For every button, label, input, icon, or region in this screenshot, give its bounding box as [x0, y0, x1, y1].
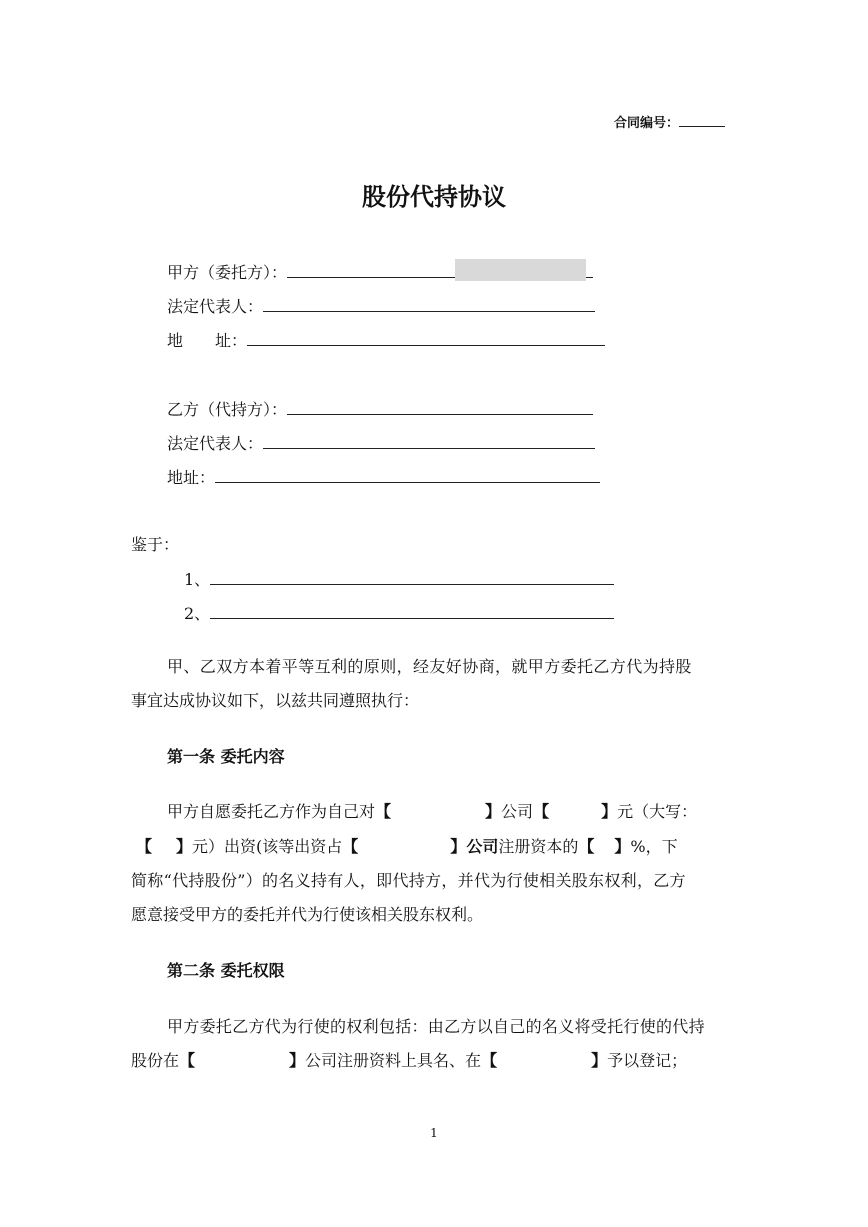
whereas-item-1-blank [210, 569, 614, 585]
party-a-addr-label: 地 址： [167, 331, 248, 350]
party-a-addr-blank [247, 330, 605, 346]
bracket-open: 【 [342, 837, 359, 856]
party-a-rep-blank [263, 296, 595, 312]
whereas-item-2-blank [210, 603, 614, 619]
article-2-text-a: 股份在 [131, 1051, 180, 1070]
bracket-open: 【 [578, 837, 595, 856]
whereas-item-2-number: 2、 [184, 604, 211, 623]
article-1-line-3: 简称“代持股份”）的名义持有人，即代持方，并代为行使相关股东权利，乙方 [131, 871, 686, 890]
article-2-heading: 第二条 委托权限 [167, 961, 285, 980]
party-b-blank [287, 399, 593, 415]
article-1-text-a: 甲方自愿委托乙方作为自己对 [167, 802, 376, 821]
article-1-line-2 [136, 837, 678, 857]
bracket-close: 】 [450, 837, 467, 856]
bracket-open: 【 [136, 837, 153, 856]
contract-number [614, 114, 725, 134]
contract-number-label: 合同编号： [614, 116, 680, 131]
bracket-open: 【 [481, 1051, 498, 1070]
bracket-open: 【 [533, 802, 550, 821]
article-1-text-d: 元）出资(该等出资占 [192, 837, 343, 856]
article-2-text-b: 公司注册资料上具名、在 [305, 1051, 482, 1070]
article-1-text-b: 公司 [501, 802, 534, 821]
whereas-item-2 [184, 603, 614, 624]
party-b-rep-blank [263, 433, 595, 449]
whereas-item-1-number: 1、 [184, 570, 211, 589]
whereas-item-1 [184, 569, 614, 590]
party-a-addr-line [167, 330, 605, 351]
article-2-line-1: 甲方委托乙方代为行使的权利包括：由乙方以自己的名义将受托行使的代持 [167, 1017, 705, 1036]
bracket-open: 【 [375, 802, 392, 821]
intro-line-1: 甲、乙双方本着平等互利的原则，经友好协商，就甲方委托乙方代为持股 [167, 657, 692, 676]
redaction-highlight [455, 259, 586, 281]
party-b-addr-blank [215, 467, 600, 483]
article-1-line-4: 愿意接受甲方的委托并代为行使该相关股东权利。 [131, 905, 484, 924]
party-a-rep-label: 法定代表人： [167, 297, 264, 316]
bracket-close: 】 [591, 1051, 608, 1070]
intro-line-2: 事宜达成协议如下，以兹共同遵照执行： [131, 691, 420, 710]
party-b-rep-line [167, 433, 595, 454]
article-1-text-g: %，下 [630, 837, 678, 856]
party-b-addr-label: 地址： [167, 468, 216, 487]
party-a-label: 甲方（委托方）： [167, 263, 288, 282]
page-number: 1 [430, 1126, 438, 1140]
party-b-line [167, 399, 593, 420]
whereas-label: 鉴于： [131, 535, 180, 554]
bracket-close: 】 [289, 1051, 306, 1070]
bracket-close: 】 [614, 837, 631, 856]
document-title: 股份代持协议 [362, 182, 506, 211]
bracket-close: 】 [485, 802, 502, 821]
article-1-text-f: 注册资本的 [498, 837, 579, 856]
article-1-heading: 第一条 委托内容 [167, 747, 285, 766]
party-b-addr-line [167, 467, 600, 488]
article-2-text-c: 予以登记； [607, 1051, 688, 1070]
party-b-label: 乙方（代持方）： [167, 400, 288, 419]
article-1-text-e: 公司 [466, 837, 499, 856]
party-a-rep-line [167, 296, 595, 317]
bracket-close: 】 [176, 837, 193, 856]
party-b-rep-label: 法定代表人： [167, 434, 264, 453]
contract-number-blank [679, 115, 725, 127]
article-2-line-2 [131, 1051, 687, 1071]
bracket-open: 【 [179, 1051, 196, 1070]
article-1-text-c: 元（大写： [617, 802, 698, 821]
bracket-close: 】 [601, 802, 618, 821]
article-1-line-1 [167, 802, 697, 822]
